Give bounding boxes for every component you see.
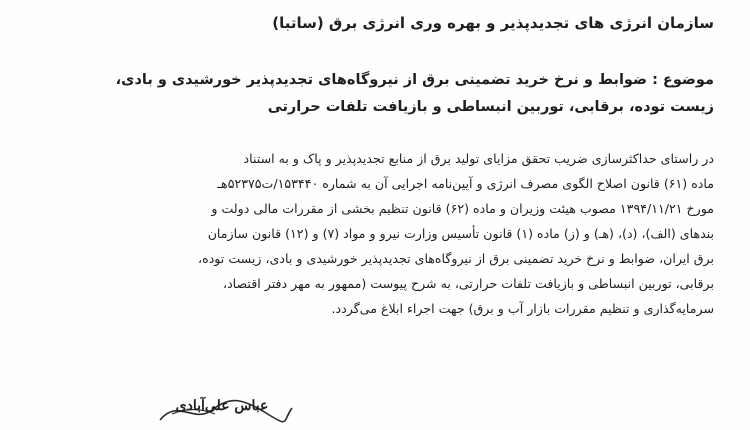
body-line-2: ماده (۶۱) قانون اصلاح الگوی مصرف انرژی و آیین‌نامه اجرایی آن به شماره ۱۵۳۴۴۰/ت۵۲۳۷۵هـ [217, 176, 714, 191]
body-line-6: برقابی، توربین انبساطی و بازیافت تلفات حرارتی، به شرح پیوست (ممهور به مهر دفتر اقتصاد، [223, 276, 714, 291]
organization-title: سازمان انرژی های تجدیدپذیر و بهره وری انرژی برق (ساتبا) [272, 14, 714, 32]
body-line-3: مورخ ۱۳۹۴/۱۱/۲۱ مصوب هیئت وزیران و ماده (۶۲) قانون تنظیم بخشی از مقررات مالی دولت و [211, 201, 714, 216]
subject-line-1: موضوع : ضوابط و نرخ خرید تضمینی برق از نیروگاه‌های تجدیدپذیر خورشیدی و بادی، [115, 72, 714, 88]
body-line-7: سرمایه‌گذاری و تنظیم مقررات بازار آب و برق) جهت اجراء ابلاغ می‌گردد. [331, 301, 714, 316]
body-line-4: بندهای (الف)، (د)، (هـ) و (ز) ماده (۱) قانون تأسیس وزارت نیرو و مواد (۷) و (۱۲) قانون سازمان [207, 226, 714, 241]
body-line-5: برق ایران، ضوابط و نرخ خرید تضمینی برق از نیروگاه‌های تجدیدپذیر خورشیدی و بادی، زیست توده، [198, 251, 714, 266]
subject-line-2: زیست توده، برقابی، توربین انبساطی و بازیافت تلفات حرارتی [267, 99, 714, 115]
signature-block [150, 390, 300, 430]
signature-name: عباس علی‌آبادی [175, 398, 269, 414]
body-line-1: در راستای حداکثرسازی ضریب تحقق مزایای تولید برق از منابع تجدیدپذیر و پاک و به استناد [243, 151, 714, 166]
